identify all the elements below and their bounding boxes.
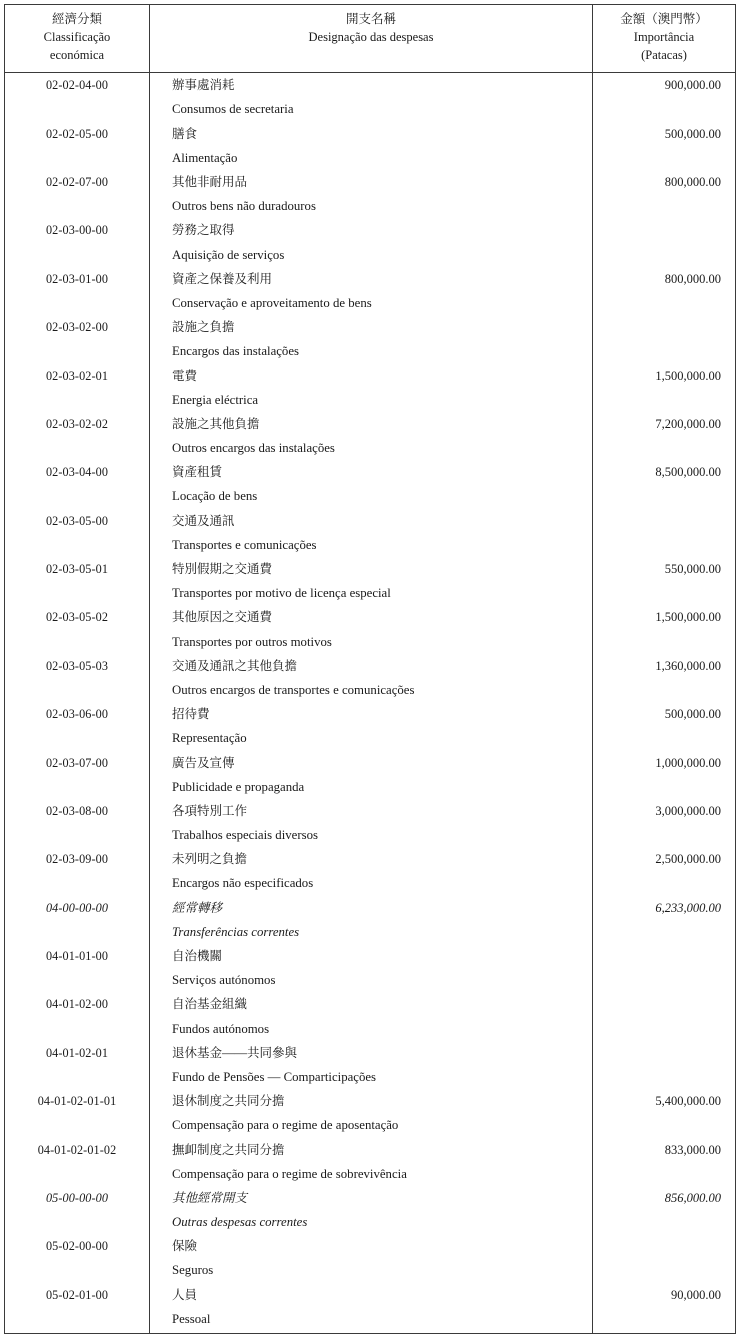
cell-designation xyxy=(150,799,593,847)
designation-portuguese: Fundos autónomos xyxy=(172,1021,270,1036)
table-row xyxy=(5,992,736,1040)
cell-designation xyxy=(150,751,593,799)
table-row xyxy=(5,605,736,653)
column-header-economic-classification xyxy=(5,5,150,73)
cell-amount xyxy=(593,751,736,799)
designation-portuguese: Publicidade e propaganda xyxy=(172,779,305,794)
economic-code-text: 04-01-02-01-01 xyxy=(37,1094,117,1109)
spacer-line xyxy=(593,775,721,799)
amount-text: 500,000.00 xyxy=(664,126,721,141)
table-row xyxy=(5,122,736,170)
cell-economic-code xyxy=(5,509,150,557)
table-row xyxy=(5,218,736,266)
cell-designation xyxy=(150,218,593,266)
cell-economic-code xyxy=(5,1283,150,1334)
designation-portuguese: Conservação e aproveitamento de bens xyxy=(172,295,372,310)
spacer-line xyxy=(593,1017,721,1041)
designation-chinese: 人員 xyxy=(172,1287,198,1302)
cell-designation xyxy=(150,1041,593,1089)
designation-portuguese: Trabalhos especiais diversos xyxy=(172,828,318,843)
amount-text: 5,400,000.00 xyxy=(655,1094,721,1109)
cell-amount xyxy=(593,218,736,266)
designation-chinese: 自治基金組織 xyxy=(172,997,248,1012)
designation-portuguese: Outras despesas correntes xyxy=(172,1215,308,1230)
table-row xyxy=(5,1138,736,1186)
table-row xyxy=(5,944,736,992)
amount-text: 90,000.00 xyxy=(671,1287,721,1302)
spacer-line xyxy=(5,1113,149,1137)
cell-designation xyxy=(150,315,593,363)
spacer-line xyxy=(593,920,721,944)
table-row xyxy=(5,267,736,315)
amount-text: 2,500,000.00 xyxy=(655,852,721,867)
table-row xyxy=(5,1089,736,1137)
spacer-line xyxy=(5,533,149,557)
designation-chinese: 設施之負擔 xyxy=(172,320,235,335)
designation-portuguese: Energia eléctrica xyxy=(172,392,259,407)
designation-portuguese: Outros encargos das instalações xyxy=(172,441,335,456)
economic-code-text: 05-00-00-00 xyxy=(45,1190,109,1205)
designation-portuguese: Encargos não especificados xyxy=(172,876,314,891)
economic-code-text: 02-03-09-00 xyxy=(45,852,109,867)
cell-designation xyxy=(150,509,593,557)
header-amount-line2: Importância xyxy=(633,29,695,44)
spacer-line xyxy=(593,871,721,895)
amount-text: 800,000.00 xyxy=(664,271,721,286)
spacer-line xyxy=(593,194,721,218)
table-row xyxy=(5,412,736,460)
cell-amount xyxy=(593,654,736,702)
cell-amount xyxy=(593,1041,736,1089)
spacer-line xyxy=(5,1258,149,1282)
cell-designation xyxy=(150,992,593,1040)
table-row xyxy=(5,509,736,557)
economic-code-text: 02-03-07-00 xyxy=(45,755,109,770)
cell-designation xyxy=(150,412,593,460)
designation-portuguese: Transportes por motivo de licença especial xyxy=(172,586,391,601)
table-row xyxy=(5,654,736,702)
cell-economic-code xyxy=(5,605,150,653)
designation-chinese: 交通及通訊 xyxy=(172,513,235,528)
spacer-line xyxy=(593,533,721,557)
cell-designation xyxy=(150,944,593,992)
amount-text: 550,000.00 xyxy=(664,562,721,576)
cell-amount xyxy=(593,267,736,315)
amount-text: 6,233,000.00 xyxy=(655,900,721,915)
spacer-line xyxy=(5,726,149,750)
header-row xyxy=(5,5,736,73)
cell-economic-code xyxy=(5,944,150,992)
spacer-line xyxy=(5,388,149,412)
designation-chinese: 勞務之取得 xyxy=(172,223,235,238)
designation-chinese: 未列明之負擔 xyxy=(172,852,248,867)
spacer-line xyxy=(5,1162,149,1186)
designation-chinese: 電費 xyxy=(172,368,198,383)
spacer-line xyxy=(593,1065,721,1089)
spacer-line xyxy=(5,920,149,944)
designation-chinese: 其他經常開支 xyxy=(172,1190,248,1205)
amount-text: 833,000.00 xyxy=(664,1142,721,1157)
header-code-line2: Classificação xyxy=(43,29,111,44)
cell-amount xyxy=(593,896,736,944)
designation-chinese: 其他原因之交通費 xyxy=(172,610,273,625)
cell-amount xyxy=(593,702,736,750)
designation-chinese: 退休基金——共同參與 xyxy=(172,1045,298,1060)
economic-code-text: 04-01-02-01 xyxy=(45,1045,109,1060)
cell-economic-code xyxy=(5,170,150,218)
economic-code-text: 02-02-07-00 xyxy=(45,175,109,189)
spacer-line xyxy=(5,194,149,218)
economic-code-text: 02-03-05-02 xyxy=(45,610,109,625)
spacer-line xyxy=(5,1065,149,1089)
cell-economic-code xyxy=(5,1089,150,1137)
spacer-line xyxy=(593,1307,721,1331)
amount-text xyxy=(593,1234,721,1258)
cell-economic-code xyxy=(5,1234,150,1282)
designation-chinese: 自治機關 xyxy=(172,949,223,963)
designation-portuguese: Seguros xyxy=(172,1263,214,1278)
cell-economic-code xyxy=(5,557,150,605)
economic-code-text: 02-03-05-01 xyxy=(45,562,109,576)
economic-code-text: 02-03-00-00 xyxy=(45,223,109,238)
cell-economic-code xyxy=(5,73,150,122)
spacer-line xyxy=(5,1017,149,1041)
cell-designation xyxy=(150,364,593,412)
amount-text: 500,000.00 xyxy=(664,707,721,722)
table-row xyxy=(5,1186,736,1234)
economic-code-text: 02-03-08-00 xyxy=(45,803,109,818)
table-row xyxy=(5,799,736,847)
table-row xyxy=(5,896,736,944)
table-row xyxy=(5,1234,736,1282)
economic-code-text: 04-01-01-00 xyxy=(45,949,109,963)
cell-designation xyxy=(150,1186,593,1234)
header-amount-line1: 金額（澳門幣） xyxy=(620,12,708,26)
economic-code-text: 05-02-00-00 xyxy=(45,1239,109,1254)
amount-text: 1,360,000.00 xyxy=(655,658,721,673)
spacer-line xyxy=(593,1258,721,1282)
economic-code-text: 02-03-02-01 xyxy=(45,368,109,383)
cell-economic-code xyxy=(5,847,150,895)
cell-amount xyxy=(593,122,736,170)
cell-designation xyxy=(150,460,593,508)
amount-text xyxy=(593,315,721,339)
cell-amount xyxy=(593,847,736,895)
table-row xyxy=(5,460,736,508)
cell-designation xyxy=(150,1138,593,1186)
economic-code-text: 04-00-00-00 xyxy=(45,900,109,915)
spacer-line xyxy=(593,146,721,170)
spacer-line xyxy=(593,388,721,412)
table-row xyxy=(5,170,736,218)
economic-code-text: 02-02-05-00 xyxy=(45,126,109,141)
amount-text xyxy=(593,944,721,968)
designation-chinese: 招待費 xyxy=(172,707,210,722)
cell-designation xyxy=(150,605,593,653)
amount-text: 3,000,000.00 xyxy=(655,803,721,818)
spacer-line xyxy=(593,436,721,460)
spacer-line xyxy=(5,968,149,992)
cell-economic-code xyxy=(5,751,150,799)
cell-economic-code xyxy=(5,122,150,170)
cell-amount xyxy=(593,460,736,508)
economic-code-text: 02-03-01-00 xyxy=(45,271,109,286)
spacer-line xyxy=(5,436,149,460)
cell-designation xyxy=(150,654,593,702)
amount-text: 1,500,000.00 xyxy=(655,610,721,625)
spacer-line xyxy=(5,1210,149,1234)
cell-designation xyxy=(150,1089,593,1137)
spacer-line xyxy=(593,243,721,267)
header-code-line3: económica xyxy=(49,47,105,62)
spacer-line xyxy=(5,146,149,170)
cell-amount xyxy=(593,509,736,557)
table-row xyxy=(5,751,736,799)
cell-economic-code xyxy=(5,992,150,1040)
designation-chinese: 辦事處消耗 xyxy=(172,78,235,93)
cell-amount xyxy=(593,1283,736,1334)
cell-economic-code xyxy=(5,412,150,460)
cell-amount xyxy=(593,1234,736,1282)
cell-economic-code xyxy=(5,896,150,944)
table-row xyxy=(5,557,736,605)
designation-portuguese: Consumos de secretaria xyxy=(172,102,294,117)
cell-amount xyxy=(593,799,736,847)
table-row xyxy=(5,847,736,895)
cell-amount xyxy=(593,557,736,605)
cell-designation xyxy=(150,557,593,605)
spacer-line xyxy=(593,726,721,750)
cell-economic-code xyxy=(5,799,150,847)
designation-portuguese: Aquisição de serviços xyxy=(172,247,285,262)
designation-portuguese: Compensação para o regime de aposentação xyxy=(172,1118,399,1133)
designation-chinese: 交通及通訊之其他負擔 xyxy=(172,658,298,673)
designation-portuguese: Fundo de Pensões — Comparticipações xyxy=(172,1069,377,1084)
cell-designation xyxy=(150,702,593,750)
designation-chinese: 保險 xyxy=(172,1239,198,1254)
spacer-line xyxy=(5,775,149,799)
table-row xyxy=(5,1283,736,1334)
spacer-line xyxy=(5,243,149,267)
spacer-line xyxy=(593,581,721,605)
designation-chinese: 廣告及宣傳 xyxy=(172,755,235,770)
spacer-line xyxy=(5,581,149,605)
spacer-line xyxy=(593,1162,721,1186)
table-header xyxy=(5,5,736,73)
cell-economic-code xyxy=(5,364,150,412)
amount-text: 7,200,000.00 xyxy=(655,416,721,431)
economic-code-text: 02-03-06-00 xyxy=(45,707,109,722)
cell-amount xyxy=(593,605,736,653)
cell-amount xyxy=(593,315,736,363)
cell-designation xyxy=(150,73,593,122)
cell-economic-code xyxy=(5,654,150,702)
amount-text xyxy=(593,218,721,242)
spacer-line xyxy=(593,1113,721,1137)
designation-portuguese: Compensação para o regime de sobrevivência xyxy=(172,1166,407,1181)
amount-text: 1,000,000.00 xyxy=(655,755,721,770)
budget-table xyxy=(4,4,736,1334)
cell-amount xyxy=(593,992,736,1040)
cell-designation xyxy=(150,1234,593,1282)
amount-text xyxy=(593,509,721,533)
economic-code-text: 02-03-02-00 xyxy=(45,320,109,335)
cell-amount xyxy=(593,1138,736,1186)
economic-code-text: 02-03-02-02 xyxy=(45,416,109,431)
spacer-line xyxy=(5,823,149,847)
spacer-line xyxy=(593,1210,721,1234)
amount-text: 1,500,000.00 xyxy=(655,368,721,383)
designation-portuguese: Outros bens não duradouros xyxy=(172,199,316,214)
amount-text xyxy=(593,1041,721,1065)
table-row xyxy=(5,364,736,412)
cell-economic-code xyxy=(5,460,150,508)
cell-amount xyxy=(593,944,736,992)
cell-amount xyxy=(593,73,736,122)
designation-portuguese: Representação xyxy=(172,731,247,746)
amount-text: 8,500,000.00 xyxy=(655,465,721,480)
amount-text: 856,000.00 xyxy=(664,1190,721,1205)
spacer-line xyxy=(5,484,149,508)
spacer-line xyxy=(5,291,149,315)
designation-chinese: 各項特別工作 xyxy=(172,803,248,818)
table-body xyxy=(5,73,736,1334)
cell-designation xyxy=(150,170,593,218)
spacer-line xyxy=(593,97,721,121)
designation-portuguese: Outros encargos de transportes e comunicações xyxy=(172,682,415,697)
cell-designation xyxy=(150,122,593,170)
header-code-line1: 經濟分類 xyxy=(51,12,102,26)
table-row xyxy=(5,73,736,122)
economic-code-text: 02-02-04-00 xyxy=(45,78,109,93)
spacer-line xyxy=(5,630,149,654)
designation-chinese: 撫卹制度之共同分擔 xyxy=(172,1142,285,1157)
designation-portuguese: Transportes por outros motivos xyxy=(172,634,332,649)
amount-text: 900,000.00 xyxy=(664,78,721,93)
designation-chinese: 設施之其他負擔 xyxy=(172,416,260,431)
designation-portuguese: Transportes e comunicações xyxy=(172,537,317,552)
designation-chinese: 退休制度之共同分擔 xyxy=(172,1094,285,1109)
spacer-line xyxy=(593,968,721,992)
spacer-line xyxy=(593,484,721,508)
cell-designation xyxy=(150,1283,593,1334)
spacer-line xyxy=(5,678,149,702)
column-header-amount xyxy=(593,5,736,73)
cell-amount xyxy=(593,364,736,412)
cell-economic-code xyxy=(5,315,150,363)
cell-designation xyxy=(150,847,593,895)
cell-amount xyxy=(593,1186,736,1234)
economic-code-text: 04-01-02-00 xyxy=(45,997,109,1012)
cell-economic-code xyxy=(5,218,150,266)
economic-code-text: 04-01-02-01-02 xyxy=(37,1142,117,1157)
spacer-line xyxy=(593,339,721,363)
spacer-line xyxy=(5,1307,149,1331)
table-row xyxy=(5,1041,736,1089)
table-row xyxy=(5,315,736,363)
cell-economic-code xyxy=(5,702,150,750)
economic-code-text: 02-03-04-00 xyxy=(45,465,109,480)
column-header-designation xyxy=(150,5,593,73)
cell-designation xyxy=(150,896,593,944)
designation-chinese: 其他非耐用品 xyxy=(172,175,248,189)
designation-portuguese: Alimentação xyxy=(172,150,238,165)
spacer-line xyxy=(593,291,721,315)
cell-amount xyxy=(593,170,736,218)
economic-code-text: 05-02-01-00 xyxy=(45,1287,109,1302)
cell-amount xyxy=(593,412,736,460)
header-amount-line3: (Patacas) xyxy=(641,47,687,62)
cell-amount xyxy=(593,1089,736,1137)
cell-economic-code xyxy=(5,1041,150,1089)
designation-portuguese: Serviços autónomos xyxy=(172,973,276,988)
spacer-line xyxy=(5,97,149,121)
designation-chinese: 資產之保養及利用 xyxy=(172,271,273,286)
cell-designation xyxy=(150,267,593,315)
spacer-line xyxy=(5,871,149,895)
table-row xyxy=(5,702,736,750)
spacer-line xyxy=(593,630,721,654)
cell-economic-code xyxy=(5,1138,150,1186)
designation-portuguese: Locação de bens xyxy=(172,489,258,504)
spacer-line xyxy=(593,678,721,702)
spacer-line xyxy=(5,339,149,363)
designation-portuguese: Encargos das instalações xyxy=(172,344,299,359)
designation-chinese: 特別假期之交通費 xyxy=(172,562,273,576)
designation-chinese: 經常轉移 xyxy=(172,900,223,915)
economic-code-text: 02-03-05-03 xyxy=(45,658,109,673)
designation-chinese: 資產租賃 xyxy=(172,465,223,480)
cell-economic-code xyxy=(5,267,150,315)
designation-portuguese: Transferências correntes xyxy=(172,924,300,939)
spacer-line xyxy=(593,823,721,847)
economic-code-text: 02-03-05-00 xyxy=(45,513,109,528)
header-desc-line2: Designação das despesas xyxy=(308,29,434,44)
amount-text xyxy=(593,992,721,1016)
cell-economic-code xyxy=(5,1186,150,1234)
amount-text: 800,000.00 xyxy=(664,175,721,189)
header-desc-line1: 開支名稱 xyxy=(345,12,396,26)
designation-chinese: 膳食 xyxy=(172,126,198,141)
designation-portuguese: Pessoal xyxy=(172,1311,211,1326)
